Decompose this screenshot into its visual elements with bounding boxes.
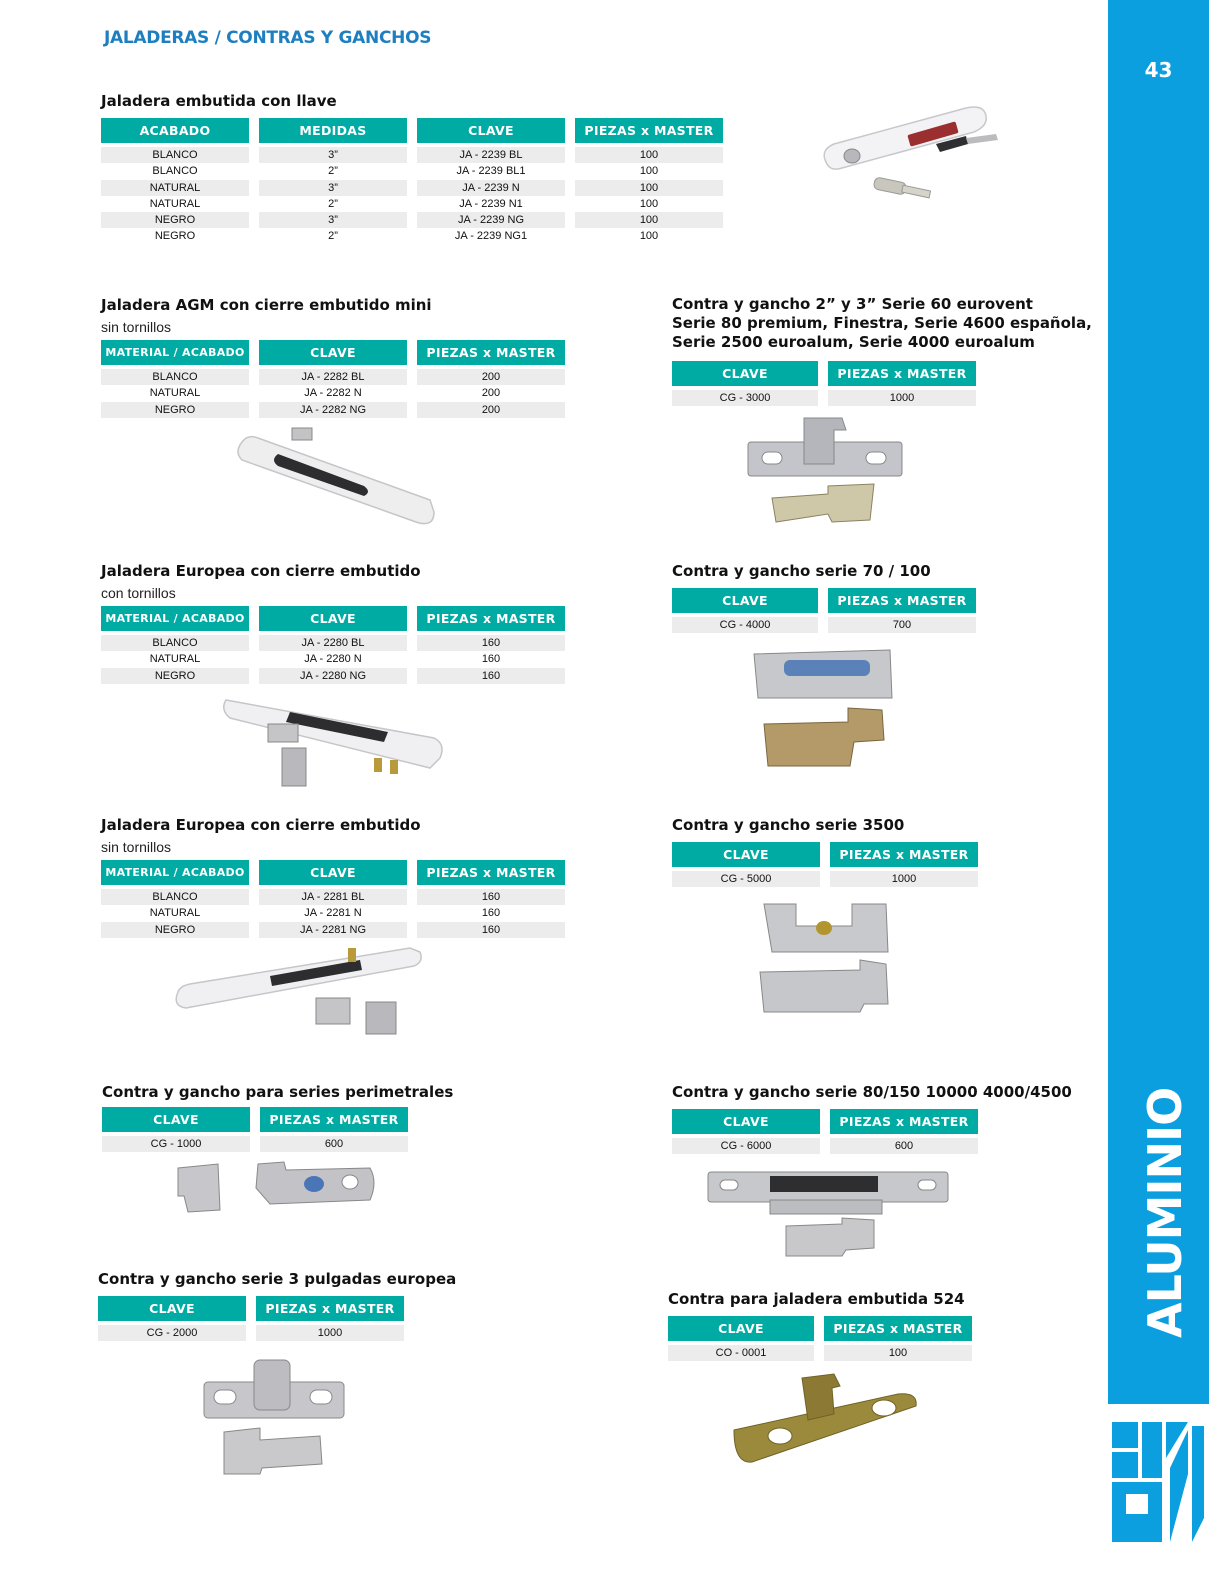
contra-serie-80-150-image bbox=[704, 1168, 952, 1262]
spec-table bbox=[102, 1107, 408, 1152]
table-column bbox=[259, 606, 407, 684]
table-cell: 100 bbox=[575, 147, 723, 163]
table-column bbox=[101, 860, 249, 938]
table-header: CLAVE bbox=[672, 842, 820, 867]
table-cell: NATURAL bbox=[101, 651, 249, 667]
spec-table bbox=[101, 860, 565, 938]
table-header: CLAVE bbox=[259, 340, 407, 365]
product-title: Contra y gancho serie 3500 bbox=[672, 816, 905, 834]
table-column bbox=[417, 606, 565, 684]
table-cell: JA - 2280 BL bbox=[259, 635, 407, 651]
jaladera-embutida-llave-image bbox=[816, 100, 1012, 210]
table-cell: NEGRO bbox=[101, 402, 249, 418]
table-cell: 160 bbox=[417, 651, 565, 667]
product-title: Jaladera embutida con llave bbox=[101, 92, 337, 110]
table-cell: 160 bbox=[417, 668, 565, 684]
table-header: PIEZAS x MASTER bbox=[830, 1109, 978, 1134]
table-cell: NEGRO bbox=[101, 212, 249, 228]
table-column bbox=[672, 842, 820, 887]
table-cell: 200 bbox=[417, 402, 565, 418]
product-subtitle: sin tornillos bbox=[101, 319, 172, 335]
table-cell: JA - 2281 BL bbox=[259, 889, 407, 905]
table-cell: 100 bbox=[575, 228, 723, 244]
product-contra-perimetrales bbox=[102, 1083, 453, 1102]
product-title: Contra para jaladera embutida 524 bbox=[668, 1290, 965, 1308]
product-jaladera-europea-sin-tornillos bbox=[101, 816, 421, 855]
spec-table bbox=[101, 340, 565, 418]
table-cell: JA - 2282 BL bbox=[259, 369, 407, 385]
product-title-line-2: Serie 80 premium, Finestra, Serie 4600 española, bbox=[672, 314, 1092, 332]
product-jaladera-europea-con-tornillos bbox=[101, 562, 421, 601]
table-cell: 3” bbox=[259, 147, 407, 163]
table-column bbox=[672, 1109, 820, 1154]
table-cell: JA - 2239 BL bbox=[417, 147, 565, 163]
jaladera-europea-sin-tornillos-image bbox=[170, 946, 426, 1038]
spec-table bbox=[672, 1109, 978, 1154]
table-column bbox=[417, 860, 565, 938]
spec-table bbox=[98, 1296, 404, 1341]
table-column bbox=[575, 118, 723, 245]
product-contra-serie-80-150 bbox=[672, 1083, 1072, 1102]
table-cell: NATURAL bbox=[101, 196, 249, 212]
table-cell: BLANCO bbox=[101, 163, 249, 179]
spec-table bbox=[668, 1316, 972, 1361]
table-cell: 1000 bbox=[830, 871, 978, 887]
contra-3-pulgadas-image bbox=[200, 1356, 350, 1480]
table-cell: CG - 6000 bbox=[672, 1138, 820, 1154]
table-column bbox=[417, 118, 565, 245]
table-header: PIEZAS x MASTER bbox=[260, 1107, 408, 1132]
product-contra-serie-70-100 bbox=[672, 562, 931, 581]
table-cell: 2” bbox=[259, 196, 407, 212]
product-contra-jaladera-524 bbox=[668, 1290, 965, 1309]
product-title: Contra y gancho serie 3 pulgadas europea bbox=[98, 1270, 457, 1288]
table-cell: 1000 bbox=[828, 390, 976, 406]
product-title: Jaladera AGM con cierre embutido mini bbox=[101, 296, 432, 314]
table-cell: CG - 5000 bbox=[672, 871, 820, 887]
table-header: MATERIAL / ACABADO bbox=[101, 606, 249, 631]
table-header: CLAVE bbox=[259, 606, 407, 631]
table-column bbox=[417, 340, 565, 418]
product-contra-serie-3500 bbox=[672, 816, 904, 835]
table-cell: JA - 2282 N bbox=[259, 385, 407, 401]
table-header: PIEZAS x MASTER bbox=[828, 361, 976, 386]
table-cell: 100 bbox=[575, 163, 723, 179]
table-cell: JA - 2280 N bbox=[259, 651, 407, 667]
table-header: ACABADO bbox=[101, 118, 249, 143]
table-cell: CG - 1000 bbox=[102, 1136, 250, 1152]
table-cell: BLANCO bbox=[101, 369, 249, 385]
table-cell: NEGRO bbox=[101, 668, 249, 684]
table-cell: BLANCO bbox=[101, 889, 249, 905]
table-column bbox=[828, 588, 976, 633]
table-cell: BLANCO bbox=[101, 635, 249, 651]
table-column bbox=[830, 1109, 978, 1154]
table-cell: 200 bbox=[417, 369, 565, 385]
table-column bbox=[101, 118, 249, 245]
contra-serie-70-100-image bbox=[750, 646, 896, 768]
table-cell: NEGRO bbox=[101, 922, 249, 938]
table-column bbox=[259, 860, 407, 938]
table-header: CLAVE bbox=[672, 588, 818, 613]
table-cell: NATURAL bbox=[101, 180, 249, 196]
table-column bbox=[260, 1107, 408, 1152]
table-column bbox=[828, 361, 976, 406]
table-header: MEDIDAS bbox=[259, 118, 407, 143]
table-cell: JA - 2239 N bbox=[417, 180, 565, 196]
contra-perimetrales-image bbox=[174, 1158, 380, 1216]
product-subtitle: con tornillos bbox=[101, 585, 176, 601]
table-header: PIEZAS x MASTER bbox=[256, 1296, 404, 1321]
table-column bbox=[830, 842, 978, 887]
product-title: Jaladera Europea con cierre embutido bbox=[101, 816, 421, 834]
product-contra-3-pulgadas bbox=[98, 1270, 456, 1289]
table-cell: 3” bbox=[259, 180, 407, 196]
table-cell: NATURAL bbox=[101, 385, 249, 401]
table-cell: JA - 2281 N bbox=[259, 905, 407, 921]
table-column bbox=[256, 1296, 404, 1341]
table-cell: JA - 2239 N1 bbox=[417, 196, 565, 212]
table-header: CLAVE bbox=[102, 1107, 250, 1132]
table-header: CLAVE bbox=[672, 361, 818, 386]
section-label: ALUMINIO bbox=[1138, 1087, 1192, 1338]
table-cell: NATURAL bbox=[101, 905, 249, 921]
table-column bbox=[101, 340, 249, 418]
table-header: PIEZAS x MASTER bbox=[417, 340, 565, 365]
spec-table bbox=[672, 588, 976, 633]
product-title: Jaladera Europea con cierre embutido bbox=[101, 562, 421, 580]
spec-table bbox=[101, 118, 723, 245]
table-cell: 100 bbox=[575, 196, 723, 212]
product-jaladera-agm bbox=[101, 296, 432, 335]
table-cell: 2” bbox=[259, 163, 407, 179]
table-cell: 160 bbox=[417, 905, 565, 921]
table-header: PIEZAS x MASTER bbox=[575, 118, 723, 143]
table-cell: JA - 2239 NG bbox=[417, 212, 565, 228]
table-header: CLAVE bbox=[259, 860, 407, 885]
table-column bbox=[101, 606, 249, 684]
table-header: MATERIAL / ACABADO bbox=[101, 860, 249, 885]
product-subtitle: sin tornillos bbox=[101, 839, 172, 855]
table-column bbox=[259, 340, 407, 418]
product-jaladera-embutida-llave bbox=[101, 92, 337, 111]
table-cell: BLANCO bbox=[101, 147, 249, 163]
table-header: PIEZAS x MASTER bbox=[417, 606, 565, 631]
table-header: MATERIAL / ACABADO bbox=[101, 340, 249, 365]
product-title: Contra y gancho para series perimetrales bbox=[102, 1083, 454, 1101]
table-cell: 200 bbox=[417, 385, 565, 401]
table-cell: JA - 2282 NG bbox=[259, 402, 407, 418]
table-cell: 3” bbox=[259, 212, 407, 228]
product-title: Contra y gancho serie 80/150 10000 4000/4500 bbox=[672, 1083, 1072, 1101]
table-column bbox=[672, 588, 818, 633]
table-column bbox=[98, 1296, 246, 1341]
table-column bbox=[259, 118, 407, 245]
table-cell: CG - 4000 bbox=[672, 617, 818, 633]
table-cell: JA - 2281 NG bbox=[259, 922, 407, 938]
table-header: CLAVE bbox=[668, 1316, 814, 1341]
table-cell: 100 bbox=[575, 212, 723, 228]
contra-serie-60-image bbox=[742, 414, 908, 534]
brand-logo-icon bbox=[1108, 1418, 1209, 1546]
table-cell: 2” bbox=[259, 228, 407, 244]
table-header: PIEZAS x MASTER bbox=[830, 842, 978, 867]
table-cell: 600 bbox=[830, 1138, 978, 1154]
product-title-line-1: Contra y gancho 2” y 3” Serie 60 eurovent bbox=[672, 295, 1033, 313]
table-cell: 600 bbox=[260, 1136, 408, 1152]
spec-table bbox=[101, 606, 565, 684]
table-header: PIEZAS x MASTER bbox=[828, 588, 976, 613]
page-number: 43 bbox=[1144, 58, 1173, 82]
table-cell: 100 bbox=[575, 180, 723, 196]
table-header: CLAVE bbox=[98, 1296, 246, 1321]
table-column bbox=[102, 1107, 250, 1152]
table-cell: JA - 2239 NG1 bbox=[417, 228, 565, 244]
table-column bbox=[672, 361, 818, 406]
contra-serie-3500-image bbox=[756, 900, 892, 1016]
table-cell: CG - 2000 bbox=[98, 1325, 246, 1341]
table-column bbox=[668, 1316, 814, 1361]
product-title-line-3: Serie 2500 euroalum, Serie 4000 euroalum bbox=[672, 333, 1035, 351]
contra-jaladera-524-image bbox=[728, 1370, 924, 1470]
table-cell: CO - 0001 bbox=[668, 1345, 814, 1361]
table-cell: JA - 2280 NG bbox=[259, 668, 407, 684]
table-cell: CG - 3000 bbox=[672, 390, 818, 406]
table-cell: 100 bbox=[824, 1345, 972, 1361]
jaladera-agm-image bbox=[228, 424, 440, 530]
spec-table bbox=[672, 842, 978, 887]
page-title: JALADERAS / CONTRAS Y GANCHOS bbox=[104, 28, 432, 48]
sidebar bbox=[1108, 0, 1209, 1404]
product-contra-serie-60 bbox=[672, 295, 1092, 352]
jaladera-europea-con-tornillos-image bbox=[220, 688, 448, 792]
table-cell: NEGRO bbox=[101, 228, 249, 244]
table-header: PIEZAS x MASTER bbox=[824, 1316, 972, 1341]
table-header: PIEZAS x MASTER bbox=[417, 860, 565, 885]
table-cell: 160 bbox=[417, 635, 565, 651]
table-column bbox=[824, 1316, 972, 1361]
table-cell: 1000 bbox=[256, 1325, 404, 1341]
table-header: CLAVE bbox=[672, 1109, 820, 1134]
table-header: CLAVE bbox=[417, 118, 565, 143]
spec-table bbox=[672, 361, 976, 406]
table-cell: 700 bbox=[828, 617, 976, 633]
product-title: Contra y gancho serie 70 / 100 bbox=[672, 562, 931, 580]
table-cell: 160 bbox=[417, 889, 565, 905]
table-cell: 160 bbox=[417, 922, 565, 938]
table-cell: JA - 2239 BL1 bbox=[417, 163, 565, 179]
